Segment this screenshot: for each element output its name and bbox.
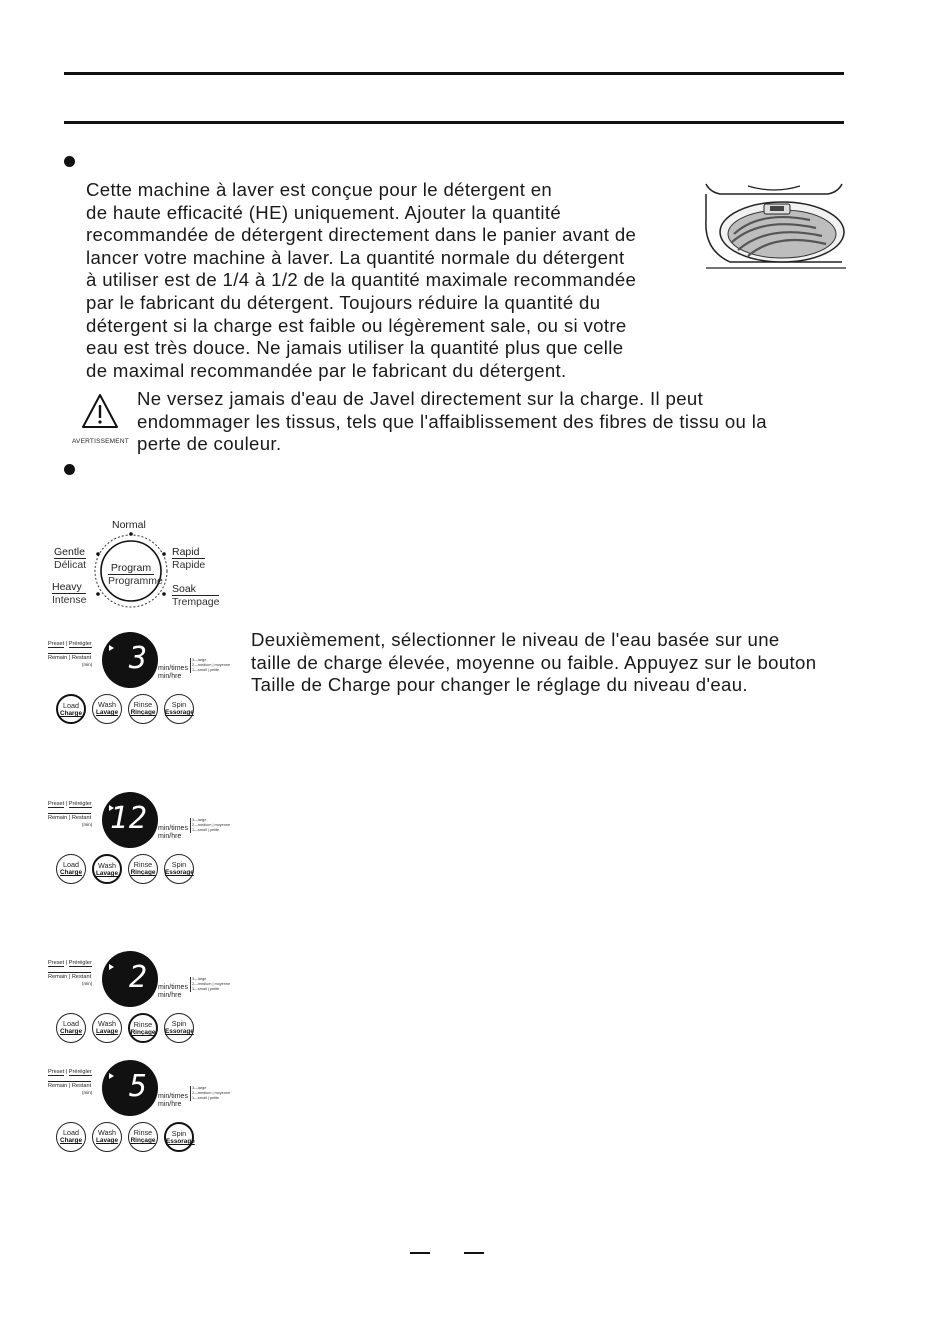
dial-option-fr: Trempage [172, 596, 220, 608]
dial-center-en: Program [108, 562, 154, 575]
level-line: 2—medium | moyenne [192, 1091, 231, 1095]
button-label-en: Load [63, 1019, 79, 1028]
text-line: Taille de Charge pour changer le réglage du niveau d'eau. [251, 674, 748, 696]
level-line: 3—large [192, 818, 207, 822]
load-button[interactable] [56, 694, 86, 724]
wash-button[interactable] [92, 694, 122, 724]
spin-button[interactable] [164, 1122, 194, 1152]
level-line: 3—large [192, 1086, 207, 1090]
button-label-en: Rinse [133, 700, 153, 709]
control-panel-spin [48, 1060, 248, 1155]
preset-en: Preset [48, 1069, 65, 1075]
button-label-en: Spin [171, 1129, 187, 1138]
text-line: par le fabricant du détergent. Toujours réduire la quantité du [86, 291, 601, 313]
load-button[interactable] [56, 1122, 86, 1152]
rinse-button[interactable] [128, 1013, 158, 1043]
button-label-fr: Rinçage [130, 869, 156, 876]
warning-triangle-icon [80, 392, 120, 432]
display-value: 12 [109, 801, 148, 836]
level-line: 3—large [192, 658, 207, 662]
button-label-en: Spin [171, 700, 187, 709]
button-label-fr: Charge [59, 869, 83, 876]
preset-label: Preset | Prérégler [48, 1069, 92, 1075]
bullet [64, 156, 75, 167]
units-line: min/hre [158, 1100, 182, 1108]
button-label-en: Load [63, 701, 79, 710]
indicator-arrow-icon [109, 645, 114, 651]
dial-option-fr: Délicat [54, 559, 87, 571]
dial-option-rapid [172, 546, 205, 571]
text-line: de haute efficacité (HE) uniquement. Ajouter la quantité [86, 201, 562, 223]
level-line: 2—medium | moyenne [192, 982, 231, 986]
detergent-paragraph [86, 179, 636, 382]
remain-en: Remain [48, 1083, 68, 1089]
control-panel-wash [48, 792, 248, 887]
units-line: min/hre [158, 832, 182, 840]
wash-button[interactable] [92, 1013, 122, 1043]
units-line: min/hre [158, 991, 182, 999]
button-label-fr: Essorage [166, 1138, 195, 1145]
button-label-fr: Lavage [95, 870, 119, 877]
button-label-fr: Rinçage [130, 1029, 156, 1036]
water-level-paragraph [251, 629, 816, 697]
control-panel-load [48, 632, 248, 727]
preset-fr: Prérégler [68, 960, 92, 966]
page-number-mark [410, 1252, 430, 1254]
button-label-en: Load [63, 1128, 79, 1137]
text-line: recommandée de détergent directement dans le panier avant de [86, 224, 637, 246]
text-line: Cette machine à laver est conçue pour le détergent en [86, 179, 553, 200]
remain-fr: Restant [71, 1083, 92, 1089]
level-legend [190, 977, 230, 992]
display-value: 2 [128, 960, 148, 995]
dial-option-gentle [54, 546, 86, 571]
remain-en: Remain [48, 815, 68, 821]
button-label-en: Rinse [133, 860, 153, 869]
preset-label: Preset | Prérégler [48, 960, 92, 966]
button-label-fr: Rinçage [130, 709, 156, 716]
units-line: min/times [158, 1093, 188, 1100]
preset-label: Preset | Prérégler [48, 801, 92, 807]
led-display [102, 1060, 158, 1116]
remain-en: Remain [48, 974, 68, 980]
spin-button[interactable] [164, 1013, 194, 1043]
units-label [158, 984, 188, 999]
preset-fr: Prérégler [68, 1069, 92, 1075]
remain-label: Remain | Restant [48, 815, 92, 821]
led-display [102, 632, 158, 688]
text-line: eau est très douce. Ne jamais utiliser la quantité plus que celle [86, 337, 624, 359]
warning-paragraph [137, 388, 767, 456]
dial-option-fr: Rapide [172, 559, 206, 571]
button-label-en: Wash [97, 700, 117, 709]
wash-button[interactable] [92, 1122, 122, 1152]
preset-en: Preset [48, 801, 65, 807]
units-line: min/times [158, 665, 188, 672]
remain-fr: Restant [71, 974, 92, 980]
text-line: Ne versez jamais d'eau de Javel directement sur la charge. Il peut [137, 388, 704, 409]
button-label-fr: Lavage [95, 709, 119, 716]
units-label [158, 665, 188, 680]
dial-option-soak [172, 583, 219, 608]
button-label-fr: Lavage [95, 1137, 119, 1144]
header-rule-top [64, 72, 844, 75]
button-label-fr: Charge [59, 1137, 83, 1144]
led-display [102, 951, 158, 1007]
units-line: min/hre [158, 672, 182, 680]
text-line: à utiliser est de 1/4 à 1/2 de la quantité maximale recommandée [86, 269, 637, 291]
remain-label: Remain | Restant [48, 1083, 92, 1089]
preset-label: Preset | Prérégler [48, 641, 92, 647]
button-label-en: Load [63, 860, 79, 869]
spin-button[interactable] [164, 854, 194, 884]
indicator-arrow-icon [109, 964, 114, 970]
text-line: lancer votre machine à laver. La quantité normale du détergent [86, 246, 625, 268]
button-label-fr: Rinçage [130, 1137, 156, 1144]
button-label-en: Wash [97, 1128, 117, 1137]
level-line: 1—small | petite [192, 828, 220, 832]
level-line: 1—small | petite [192, 1096, 220, 1100]
units-line: min/times [158, 984, 188, 991]
button-label-en: Rinse [133, 1020, 153, 1029]
wash-button[interactable] [92, 854, 122, 884]
preset-fr: Prérégler [68, 641, 92, 647]
display-value: 3 [128, 641, 148, 676]
dial-center-fr: Programme [108, 575, 163, 587]
display-value: 5 [128, 1069, 148, 1104]
dial-option-heavy [52, 581, 86, 606]
units-label [158, 1093, 188, 1108]
level-line: 3—large [192, 977, 207, 981]
remain-fr: Restant [71, 655, 92, 661]
warning-label: AVERTISSEMENT [72, 438, 129, 445]
control-panel-rinse [48, 951, 248, 1046]
dial-option-en: Gentle [54, 546, 85, 558]
program-dial [48, 516, 238, 616]
remain-en: Remain [48, 655, 68, 661]
rinse-button[interactable] [128, 854, 158, 884]
button-label-fr: Charge [59, 1028, 83, 1035]
preset-fr: Prérégler [68, 801, 92, 807]
led-display [102, 792, 158, 848]
button-label-fr: Essorage [165, 709, 194, 716]
dial-option-en: Soak [172, 583, 219, 596]
button-label-fr: Lavage [95, 1028, 119, 1035]
spin-button[interactable] [164, 694, 194, 724]
header-rule-bottom [64, 121, 844, 124]
min-label: (min) [82, 662, 93, 667]
level-line: 2—medium | moyenne [192, 823, 231, 827]
level-line: 1—small | petite [192, 668, 220, 672]
dial-center [108, 562, 163, 587]
text-line: endommager les tissus, tels que l'affaiblissement des fibres de tissu ou la [137, 410, 767, 432]
button-label-fr: Charge [59, 710, 83, 717]
min-label: (min) [82, 822, 93, 827]
text-line: taille de charge élevée, moyenne ou faible. Appuyez sur le bouton [251, 651, 817, 673]
text-line: de maximal recommandée par le fabricant du détergent. [86, 359, 567, 381]
button-label-fr: Essorage [165, 1028, 194, 1035]
text-line: Deuxièmement, sélectionner le niveau de l'eau basée sur une [251, 629, 780, 650]
dial-option-normal: Normal [112, 519, 146, 531]
min-label: (min) [82, 1090, 93, 1095]
remain-label: Remain | Restant [48, 974, 92, 980]
rinse-button[interactable] [128, 694, 158, 724]
bullet [64, 464, 75, 475]
text-line: détergent si la charge est faible ou légèrement sale, ou si votre [86, 314, 627, 336]
load-button[interactable] [56, 1013, 86, 1043]
dial-option-en: Heavy [52, 581, 86, 594]
dial-option-en: Rapid [172, 546, 205, 559]
preset-en: Preset [48, 960, 65, 966]
button-label-en: Wash [97, 861, 117, 870]
button-label-fr: Essorage [165, 869, 194, 876]
page-number-mark [464, 1252, 484, 1254]
button-label-en: Spin [171, 1019, 187, 1028]
button-label-en: Spin [171, 860, 187, 869]
units-line: min/times [158, 825, 188, 832]
button-label-en: Rinse [133, 1128, 153, 1137]
text-line: perte de couleur. [137, 433, 282, 455]
level-legend [190, 1086, 230, 1101]
level-line: 2—medium | moyenne [192, 663, 231, 667]
min-label: (min) [82, 981, 93, 986]
preset-en: Preset [48, 641, 65, 647]
indicator-arrow-icon [109, 1073, 114, 1079]
button-label-en: Wash [97, 1019, 117, 1028]
level-legend [190, 658, 230, 673]
load-button[interactable] [56, 854, 86, 884]
remain-fr: Restant [71, 815, 92, 821]
remain-label: Remain | Restant [48, 655, 92, 661]
level-legend [190, 818, 230, 833]
washer-basket-illustration [700, 180, 848, 270]
dial-option-fr: Intense [52, 594, 87, 606]
units-label [158, 825, 188, 840]
level-line: 1—small | petite [192, 987, 220, 991]
rinse-button[interactable] [128, 1122, 158, 1152]
